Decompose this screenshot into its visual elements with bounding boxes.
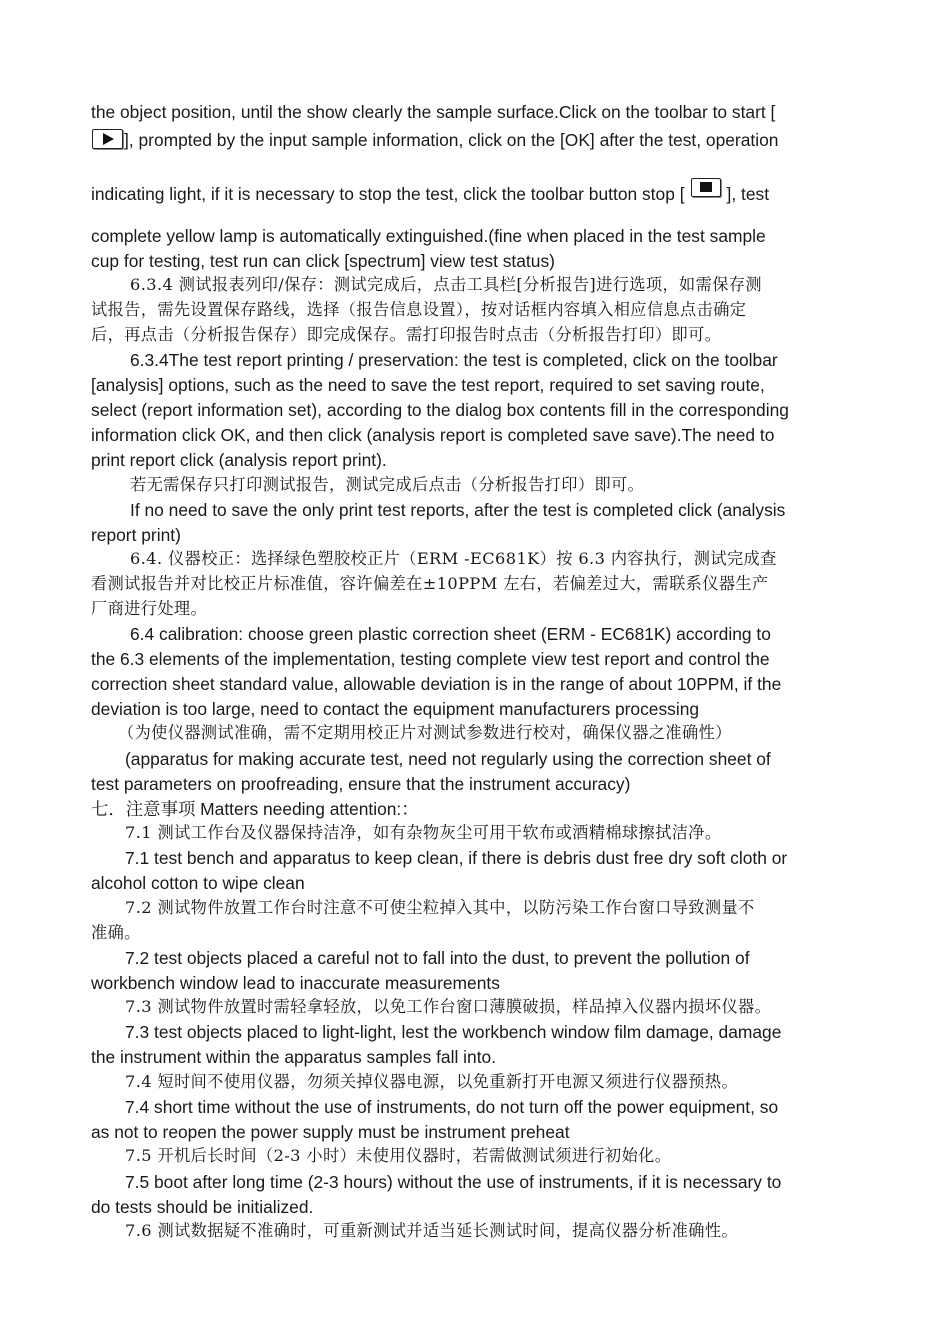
text-line: 7.4 短时间不使用仪器，勿须关掉仪器电源，以免重新打开电源又须进行仪器预热。 — [125, 1072, 739, 1091]
text-line: 后，再点击（分析报告保存）即完成保存。需打印报告时点击（分析报告打印）即可。 — [91, 325, 722, 344]
text-line: [analysis] options, such as the need to save the test report, required to set saving route, — [91, 375, 765, 395]
text-line: 7.1 test bench and apparatus to keep clean, if there is debris dust free dry soft cloth or — [125, 848, 788, 868]
text-line: print report click (analysis report print). — [91, 450, 387, 470]
text-line: 6.3.4The test report printing / preservation: the test is completed, click on the toolbar — [130, 350, 778, 370]
text-line — [91, 129, 778, 151]
text-line: 7.3 test objects placed to light-light, lest the workbench window film damage, damage — [125, 1022, 782, 1042]
text-line: 7.2 test objects placed a careful not to fall into the dust, to prevent the pollution of — [125, 948, 750, 968]
text-line: 厂商进行处理。 — [91, 599, 208, 618]
text-line: 6.4. 仪器校正：选择绿色塑胶校正片（ERM -EC681K）按 6.3 内容执行，测试完成查 — [130, 549, 777, 568]
section-heading: 七．注意事项 Matters needing attention:： — [91, 799, 419, 819]
text-line: the 6.3 elements of the implementation, testing complete view test report and control the — [91, 649, 770, 669]
text-line: 7.3 测试物件放置时需轻拿轻放，以免工作台窗口薄膜破损，样品掉入仪器内损坏仪器。 — [125, 997, 772, 1016]
text-line: test parameters on proofreading, ensure that the instrument accuracy) — [91, 774, 631, 794]
text-line: (apparatus for making accurate test, need not regularly using the correction sheet of — [125, 749, 771, 769]
text-line: workbench window lead to inaccurate measurements — [91, 973, 500, 993]
text-line: cup for testing, test run can click [spectrum] view test status) — [91, 251, 555, 271]
text-line: information click OK, and then click (analysis report is completed save save).The need to — [91, 425, 775, 445]
text-line: 试报告，需先设置保存路线，选择（报告信息设置），按对话框内容填入相应信息点击确定 — [91, 300, 747, 319]
text-line: do tests should be initialized. — [91, 1197, 314, 1217]
text-line: 7.5 开机后长时间（2-3 小时）未使用仪器时，若需做测试须进行初始化。 — [125, 1146, 672, 1165]
text-line: as not to reopen the power supply must be instrument preheat — [91, 1122, 570, 1142]
text-line: alcohol cotton to wipe clean — [91, 873, 305, 893]
text-line: （为使仪器测试准确，需不定期用校正片对测试参数进行校对，确保仪器之准确性） — [118, 723, 732, 742]
text-line: complete yellow lamp is automatically extinguished.(fine when placed in the test sample — [91, 226, 766, 246]
text-line: 7.5 boot after long time (2-3 hours) without the use of instruments, if it is necessary to — [125, 1172, 782, 1192]
text-line: deviation is too large, need to contact the equipment manufacturers processing — [91, 699, 700, 719]
text-span: ], prompted by the input sample information, click on the [OK] after the test, operation — [124, 130, 779, 150]
stop-icon — [691, 178, 721, 197]
text-line — [91, 178, 769, 205]
text-line: 6.4 calibration: choose green plastic correction sheet (ERM - EC681K) according to — [130, 624, 771, 644]
text-line: 7.4 short time without the use of instruments, do not turn off the power equipment, so — [125, 1097, 779, 1117]
text-line: select (report information set), according to the dialog box contents fill in the corresponding — [91, 400, 789, 420]
text-line: report print) — [91, 525, 181, 545]
text-line: 7.1 测试工作台及仪器保持洁净，如有杂物灰尘可用干软布或酒精棉球擦拭洁净。 — [125, 823, 722, 842]
text-line: 准确。 — [91, 923, 141, 942]
text-span: indicating light, if it is necessary to stop the test, click the toolbar button stop [ — [91, 184, 685, 204]
text-line: 7.2 测试物件放置工作台时注意不可使尘粒掉入其中，以防污染工作台窗口导致测量不 — [125, 898, 755, 917]
text-line: the object position, until the show clearly the sample surface.Click on the toolbar to start [ — [91, 102, 776, 122]
text-line: If no need to save the only print test reports, after the test is completed click (analysis — [130, 500, 786, 520]
play-icon — [92, 129, 123, 149]
text-line: 7.6 测试数据疑不准确时，可重新测试并适当延长测试时间，提高仪器分析准确性。 — [125, 1221, 739, 1240]
text-line: the instrument within the apparatus samples fall into. — [91, 1047, 497, 1067]
text-line: 看测试报告并对比校正片标准值，容许偏差在±10PPM 左右，若偏差过大，需联系仪器生产 — [91, 574, 769, 593]
text-line: correction sheet standard value, allowable deviation is in the range of about 10PPM, if the — [91, 674, 782, 694]
text-line: 若无需保存只打印测试报告，测试完成后点击（分析报告打印）即可。 — [130, 475, 645, 494]
text-span: ], test — [726, 184, 770, 204]
text-line: 6.3.4 测试报表列印/保存：测试完成后，点击工具栏[分析报告]进行选项，如需保存测 — [130, 275, 762, 294]
